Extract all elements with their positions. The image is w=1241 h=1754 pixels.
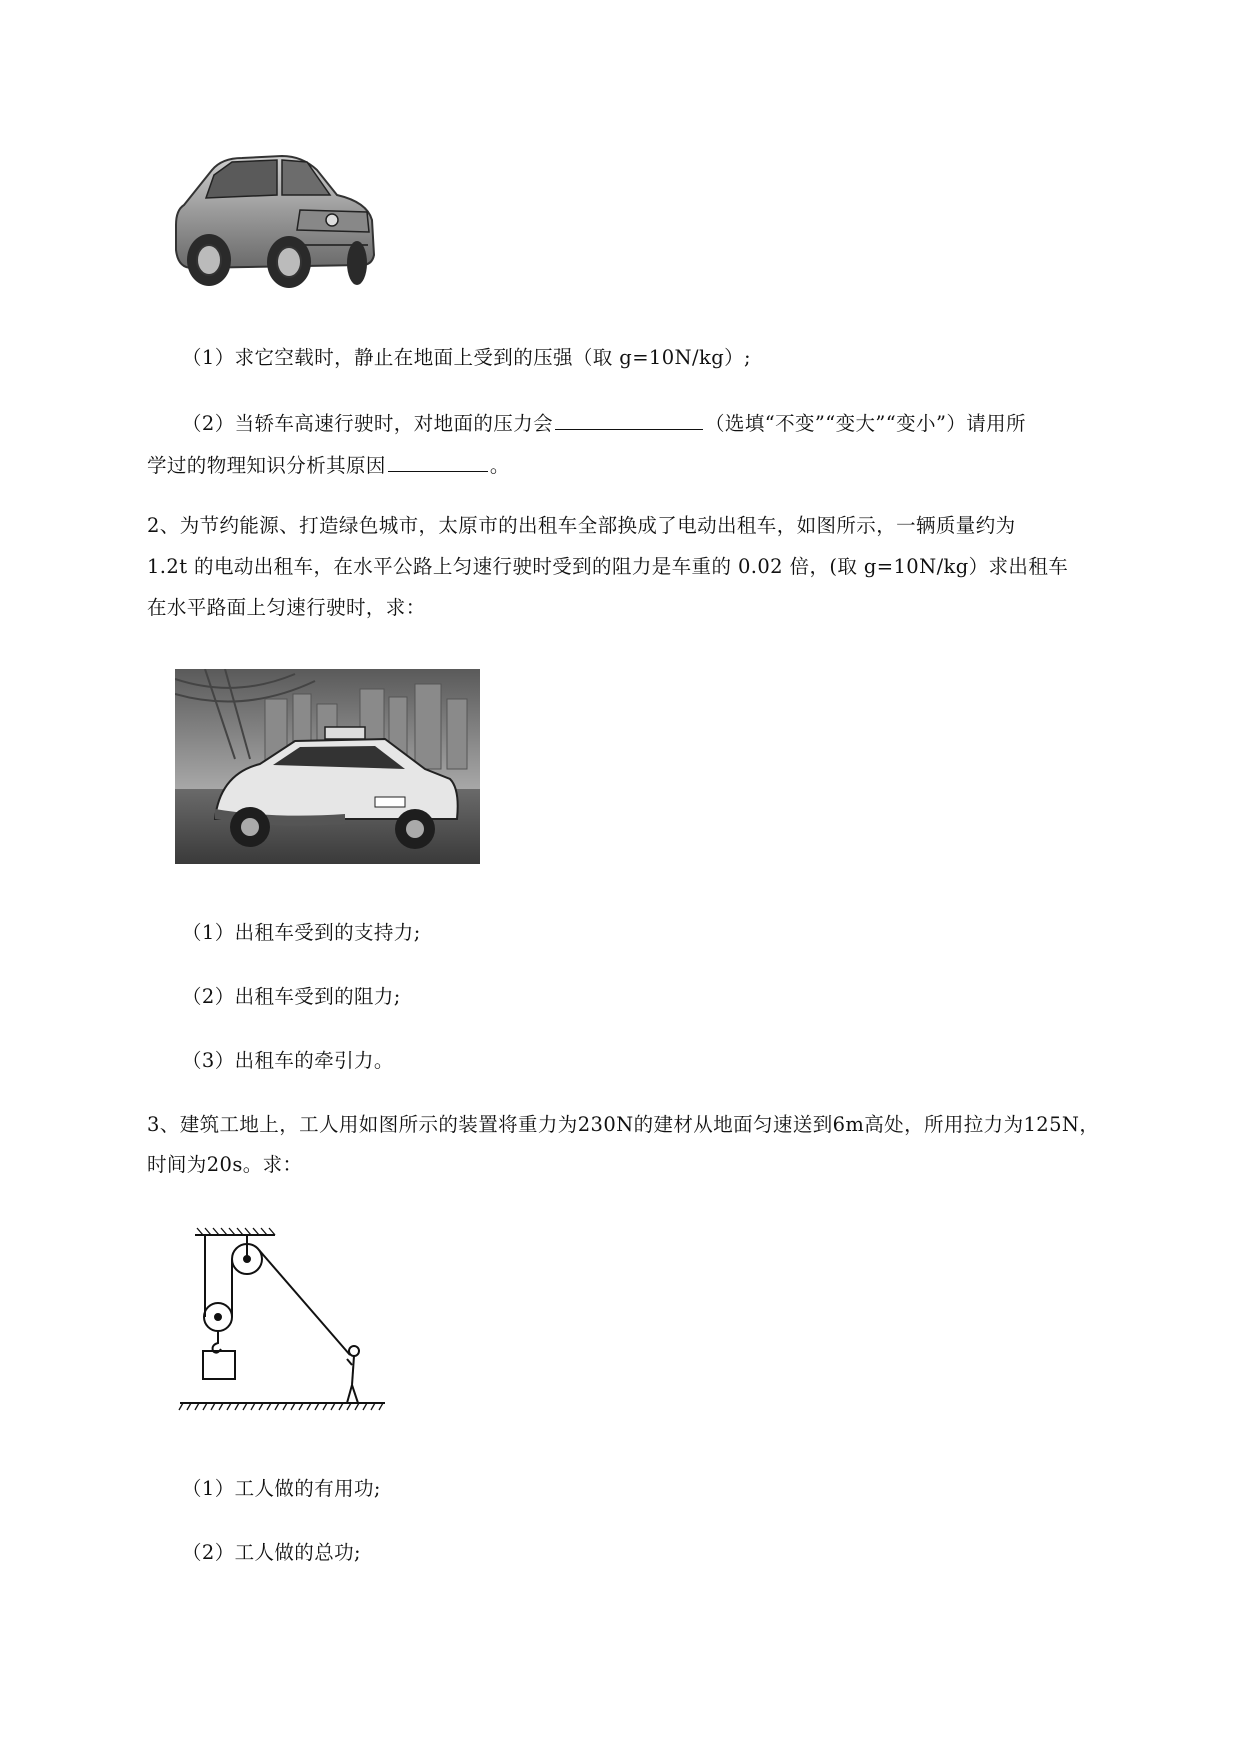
q1-sub2-text-a: （2）当轿车高速行驶时，对地面的压力会 (182, 412, 554, 435)
q3-sub1: （1）工人做的有用功; (182, 1477, 381, 1500)
sedan-car-icon (172, 150, 377, 300)
q1-sub2-line2 (147, 449, 510, 481)
q1-sub2-line1 (182, 407, 1026, 439)
q2-sub3: （3）出租车的牵引力。 (182, 1049, 394, 1072)
q3-line2: 时间为20s。求： (147, 1153, 303, 1176)
q2-sub1: （1）出租车受到的支持力; (182, 921, 421, 944)
answer-blank-2[interactable] (388, 449, 488, 472)
q1-sub1: （1）求它空载时，静止在地面上受到的压强（取 g=10N/kg）; (182, 346, 751, 369)
q1-sub2-text-b: （选填“不变”“变大”“变小”）请用所 (705, 412, 1026, 435)
q1-sub2-text-c: 学过的物理知识分析其原因 (147, 454, 386, 477)
pulley-system-icon (175, 1225, 390, 1430)
electric-taxi-photo-icon (175, 669, 480, 864)
q3-sub2: （2）工人做的总功; (182, 1541, 361, 1564)
q2-sub2: （2）出租车受到的阻力; (182, 985, 401, 1008)
answer-blank-1[interactable] (555, 407, 703, 430)
q2-line1: 2、为节约能源、打造绿色城市，太原市的出租车全部换成了电动出租车，如图所示，一辆质量约为 (147, 514, 1016, 537)
q3-line1: 3、建筑工地上，工人用如图所示的装置将重力为230N的建材从地面匀速送到6m高处，所用拉力为125N， (147, 1113, 1100, 1136)
q1-sub2-text-d: 。 (489, 454, 510, 477)
q2-line3: 在水平路面上匀速行驶时，求： (147, 596, 426, 619)
q2-line2: 1.2t 的电动出租车，在水平公路上匀速行驶时受到的阻力是车重的 0.02 倍，(取 g=10N/kg）求出租车 (147, 555, 1069, 578)
